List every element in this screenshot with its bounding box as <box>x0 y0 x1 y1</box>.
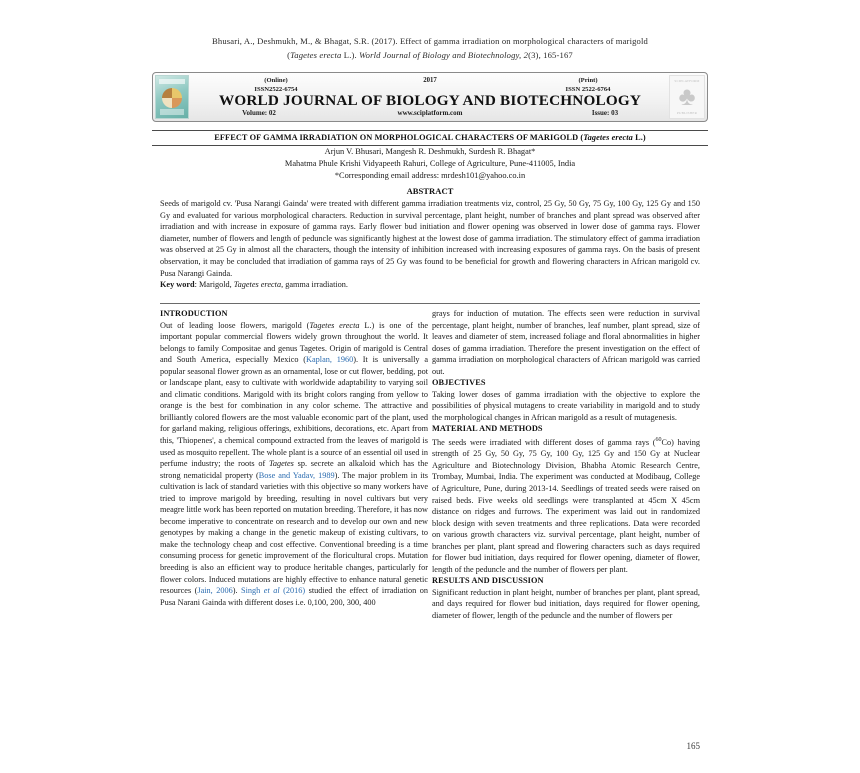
intro-part-f: ). <box>232 586 242 596</box>
materials-part-b: ) having strength of 25 Gy, 50 Gy, 75 Gy, 100 Gy, 125 Gy and 150 Gy at Nuclear Agriculture and Biotechnology Division, Bhabha Atomic Research Centre, Trombay, Mumbai, India. The experiment was conducted at Modibaug, College of Agriculture, Pune, during 2013-14. Seedlings of treated seeds were raised on raised beds. Five weeks old seedlings were transplanted at 45cm X 45cm distance on ridges and furrows. The experiment was laid out in randomized block design with seven treatments and three replications. Data were recorded on various growth characters viz. survival percentage, plant height, number of branches per plant, plant spread and flowering characters such as days required for flower bud initiation, days required for flower opening, diameter of flower, length of the peduncle and the number of flowers per plant. <box>432 437 701 574</box>
right-column <box>432 308 700 622</box>
citation-species: Tagetes erecta <box>290 50 342 60</box>
isotope-symbol: Co <box>661 437 672 447</box>
emblem-bottom-text: PUBLISHER <box>676 111 698 115</box>
affiliation: Mahatma Phule Krishi Vidyapeeth Rahuri, College of Agriculture, Pune-411005, India <box>284 159 576 168</box>
source-citation <box>150 34 710 62</box>
page-number: 165 <box>686 741 700 751</box>
citation-singh-etal[interactable]: et al <box>263 586 280 596</box>
keyword-post: , gamma irradiation. <box>281 280 348 290</box>
online-label: (Online) <box>264 77 288 84</box>
intro-part-a: Out of leading loose flowers, marigold ( <box>160 320 310 330</box>
journal-masthead <box>152 72 708 122</box>
article-title-species: Tagetes erecta <box>583 133 633 142</box>
intro-part-b: L.) is one of the important popular commercial flowers widely grown throughout the world. It belongs to family Compositae and genus Tagetes. Origin of marigold is Central and South America, especially Mexico ( <box>160 320 428 365</box>
citation-singh-year[interactable]: (2016) <box>279 586 306 596</box>
volume-label: Volume: 02 <box>242 109 276 117</box>
print-issn: ISSN 2522-6764 <box>565 86 611 93</box>
citation-jain[interactable]: Jain, 2006 <box>197 586 233 596</box>
heading-objectives: OBJECTIVES <box>432 378 486 388</box>
print-label: (Print) <box>578 77 598 84</box>
citation-journal: World Journal of Biology and Biotechnology, 2 <box>359 50 529 60</box>
left-column <box>160 308 428 608</box>
heading-material-and-methods: MATERIAL AND METHODS <box>432 424 543 434</box>
objectives-paragraph: Taking lower doses of gamma irradiation with the objective to explore the possibilities of physical mutagens to create variability in marigold and to study the morphological changes in African marigold as a result of mutagenesis. <box>432 389 700 422</box>
intro-part-e: ). The major problem in its cultivation is lack of standard varieties with this objective so many workers have tried to improve marigold by breeding, resulting in novel cultivars but very meagre little work has been reported on mutation breeding. Therefore, it has now become imperative to concentrate on research and to develop our own and new genotypes by making a change in the genetic makeup of existing cultivars, to make the technology cheap and cost effective. Conventional breeding is a time consuming process for genetic improvement of the floricultural crops. Mutation breeding is also an efficient way to produce heritable changes, particularly for flower colors. Induced mutations are highly effective to enhance natural genetic resources ( <box>160 470 428 596</box>
online-issn: ISSN2522-6754 <box>254 86 298 93</box>
citation-singh-name[interactable]: Singh <box>241 586 264 596</box>
intro-species-1: Tagetes erecta <box>309 320 360 330</box>
article-title <box>152 130 708 146</box>
keyword-pre: : Marigold, <box>194 280 234 290</box>
masthead-year: 2017 <box>423 77 437 84</box>
intro-part-g: studied the effect of irradiation on Pusa Narani Gainda with different doses i.e. 0,100, 200, 300, 400 <box>160 586 429 607</box>
citation-bose-yadav[interactable]: Bose and Yadav, 1989 <box>258 470 335 480</box>
keyword-species: Tagetes erecta <box>233 280 282 290</box>
intro-part-c: ). It is universally a popular seasonal flower grown as an ornamental, lose or cut flower, bedding, pot or landscape plant, easy to cultivate with worldwide adaptability to varying soil and climatic conditions. Marigold with its bright colors ranging from yellow to orange is the best for combination in any color scheme. The attractive and brilliantly colored flowers are the most valuable economic part of the plant, used for garland making, religious offerings, exhibitions, decorations, etc. Apart from this, 'Thiopenes', a chemical compound extracted from the leaves of marigold is used as mosquito repellent. The whole plant is a source of an essential oil used in perfume industry; the roots of <box>160 355 429 469</box>
author-list: Arjun V. Bhusari, Mangesh R. Deshmukh, Surdesh R. Bhagat* <box>324 147 536 156</box>
tree-icon: ♣ <box>678 82 696 111</box>
article-title-main: EFFECT OF GAMMA IRRADIATION ON MORPHOLOGICAL CHARACTERS OF MARIGOLD ( <box>214 133 584 142</box>
issue-label: Issue: 03 <box>591 109 619 117</box>
corresponding-email[interactable]: *Corresponding email address: mrdesh101@yahoo.co.in <box>334 171 526 180</box>
emblem-top-text: SCIPLATFORM <box>674 79 700 83</box>
citation-line-2-open: ( <box>287 50 291 60</box>
journal-url[interactable]: www.sciplatform.com <box>397 109 463 117</box>
abstract-text <box>160 198 700 291</box>
citation-line-1: Bhusari, A., Deshmukh, M., & Bhagat, S.R. (2017). Effect of gamma irradiation on morphological characters of marigold <box>211 36 648 46</box>
article-title-tail: L.) <box>632 133 646 142</box>
publisher-tree-emblem-icon <box>669 75 705 119</box>
column-divider-rule <box>160 303 700 304</box>
abstract-paragraph: Seeds of marigold cv. 'Pusa Narangi Gainda' were treated with different gamma irradiation treatments viz, control, 25 Gy, 50 Gy, 75 Gy, 100 Gy, 125 Gy and 150 Gy and evaluated for various morphological characters. Reduction in survival percentage, plant height, number of branches and plant spread was observed after irradiation and with increase in exposure of gamma rays. Early flower bud initiation and flower opening was observed in lower dose of gamma rays. Flower diameter, number of flowers and length of peduncle was significantly highest at the lowest dose of gamma irradiation. The stimulatory effect of gamma irradiation was observed at 25 Gy in almost all the characters, though the intensity of inhibition increased with increasing exposures of gamma rays. On the basis of present observation, it may be concluded that irradiation of gamma rays of 25 Gy was found to be beneficial for growth and flowering characters in African marigold cv. Pusa Narangi Gainda. <box>160 199 700 278</box>
introduction-continued: grays for induction of mutation. The effects seen were reduction in survival percentage, plant height, number of branches, leaf number, plant spread, size of leaves and diameter of stem, increased foliage and floral abnormalities in higher doses of gamma irradiation. Therefore the present investigation on the effect of gamma irradiation on morphological characters of African marigold was carried out. <box>432 309 700 376</box>
journal-title: WORLD JOURNAL OF BIOLOGY AND BIOTECHNOLOGY <box>218 92 642 109</box>
keyword-label: Key word <box>160 280 195 290</box>
abstract-heading: ABSTRACT <box>406 186 454 196</box>
intro-species-2: Tagetes <box>268 459 294 469</box>
results-paragraph: Significant reduction in plant height, number of branches per plant, plant spread, and days required for flower bud initiation, days required for flower opening, diameter of flower, length of the peduncle and the number of flowers per <box>432 587 700 620</box>
heading-results-and-discussion: RESULTS AND DISCUSSION <box>432 576 544 586</box>
materials-paragraph <box>432 435 700 575</box>
intro-part-d: sp. secrete an alkaloid which has the strong nematicidal property ( <box>160 459 428 480</box>
introduction-paragraph <box>160 320 428 609</box>
heading-introduction: INTRODUCTION <box>160 309 228 318</box>
isotope-superscript: 60 <box>655 437 662 444</box>
citation-kaplan[interactable]: Kaplan, 1960 <box>306 355 354 365</box>
materials-part-a: The seeds were irradiated with different doses of gamma rays ( <box>432 437 656 447</box>
citation-line-2-mid: L.). <box>341 50 360 60</box>
citation-line-2-end: (3), 165-167 <box>528 50 573 60</box>
